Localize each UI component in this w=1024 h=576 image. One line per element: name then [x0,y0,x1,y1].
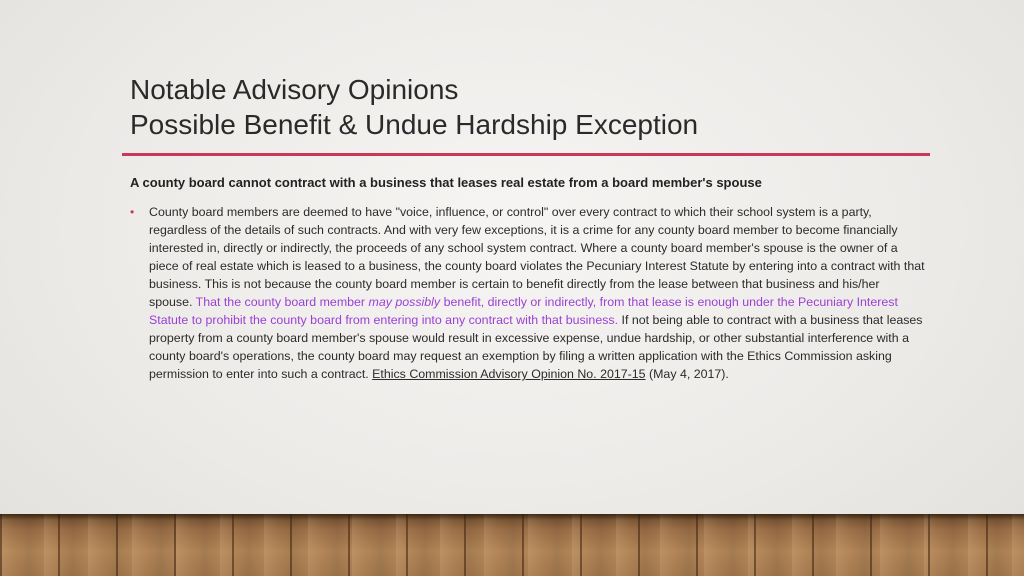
bullet-marker: • [130,205,135,219]
highlight-part-b: benefit, directly or indirectly, from that lease is enough under the Pecuniary Interest Statute to prohibit the county board from entering into any contract with that business. [149,295,898,327]
bullet-text-part2: If not being able to contract with a business that leases property from a county board member's spouse would result in excessive expense, undue hardship, or other substantial interference with a county board's operations, the county board may request an exemption by filing a written application with the Ethics Commission asking permission to enter into such a contract. [149,313,923,381]
citation-link[interactable]: Ethics Commission Advisory Opinion No. 2017-15 [372,367,646,381]
title-line-2: Possible Benefit & Undue Hardship Exception [130,109,699,140]
highlight-part-a: That the county board member [195,295,369,309]
highlight-italic: may possibly [368,295,441,309]
subheading: A county board cannot contract with a business that leases real estate from a board member's spouse [130,175,762,190]
wood-floor-decoration [0,514,1024,576]
bullet-item [130,203,926,383]
slide-title [130,72,930,142]
bullet-text-part1: County board members are deemed to have "voice, influence, or control" over every contract to which their school system is a party, regardless of the details of such contracts. And with very few exceptions, it is a crime for any county board member to become financially interested in, directly or indirectly, the proceeds of any school system contract. Where a county board member's spouse is the owner of a piece of real estate which is leased to a business, the county board violates the Pecuniary Interest Statute by entering into a contract with that business. This is not because the county board member is certain to benefit directly from the lease between that business and his/her spouse. [149,205,925,309]
title-line-1: Notable Advisory Opinions [130,74,459,105]
bullet-text [149,203,926,383]
title-divider [122,153,930,156]
citation-date: (May 4, 2017). [645,367,729,381]
